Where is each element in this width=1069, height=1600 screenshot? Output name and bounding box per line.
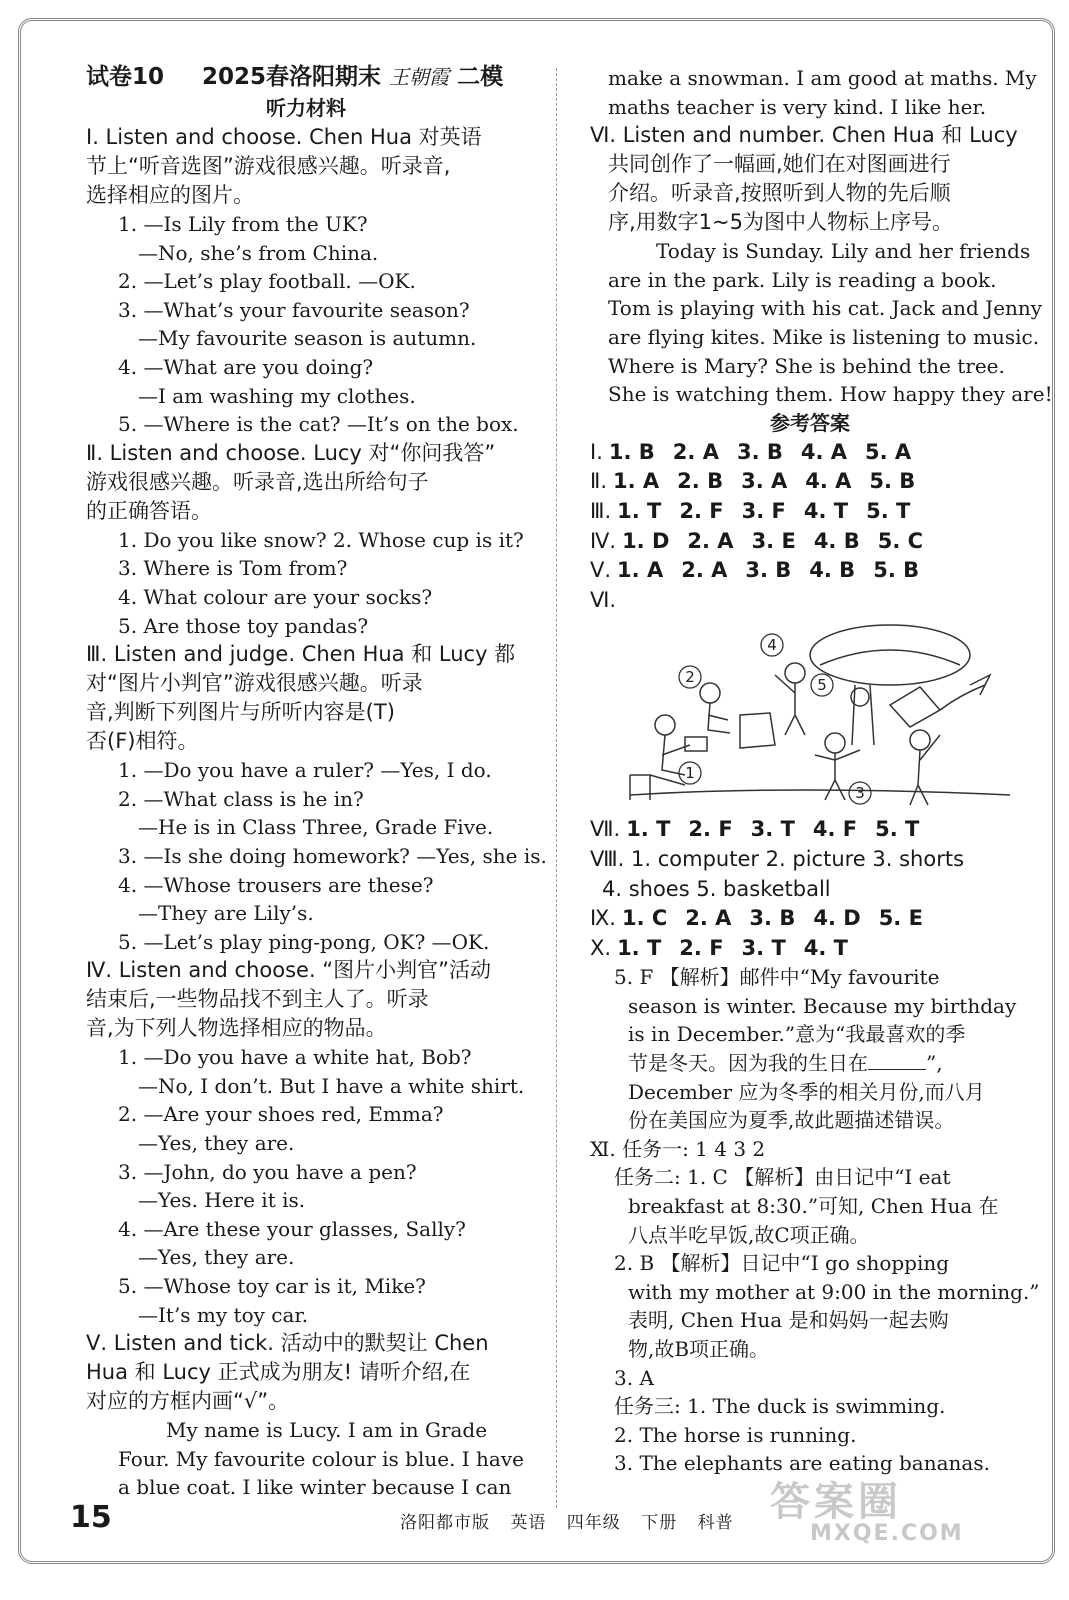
script-line: —My favourite season is autumn. [138, 326, 477, 351]
answer: 4. B [809, 558, 856, 583]
passage-line: Four. My favourite colour is blue. I have [118, 1446, 524, 1471]
section-heading: 否(F)相符。 [86, 729, 199, 754]
answer: 2. A [685, 906, 732, 931]
passage-line: a blue coat. I like winter because I can [118, 1475, 512, 1500]
row-label: Ⅳ. [590, 528, 617, 553]
section-heading: Ⅱ. Listen and choose. Lucy 对“你问我答” [86, 440, 496, 465]
script-line: 5. —Whose toy car is it, Mike? [118, 1274, 426, 1299]
script-line: 1. —Do you have a ruler? —Yes, I do. [118, 758, 492, 783]
answer: 1. B [608, 439, 655, 464]
answer: 1. T [626, 817, 671, 842]
answer: 3. A [741, 469, 788, 494]
answer-row-6: Ⅵ. [590, 587, 617, 612]
book [685, 737, 707, 751]
listening-material-title: 听力材料 [266, 96, 346, 120]
section-heading: Ⅴ. Listen and tick. 活动中的默契让 Chen [86, 1331, 489, 1356]
answer-row-4 [590, 527, 1030, 557]
picture-label-3: 3 [855, 784, 865, 803]
answer-row-7 [590, 815, 1030, 845]
script-line: 5. —Where is the cat? —It’s on the box. [118, 412, 519, 437]
answer: 5. A [865, 439, 912, 464]
explanation-line: with my mother at 9:00 in the morning.” [628, 1279, 1040, 1304]
answer: 5. B [873, 558, 920, 583]
answer: 1. A [617, 558, 664, 583]
script-line: 2. —Let’s play football. —OK. [118, 269, 416, 294]
script-line: —They are Lily’s. [138, 901, 314, 926]
picture-label-1: 1 [685, 764, 695, 783]
passage-line: make a snowman. I am good at maths. My [608, 66, 1037, 90]
picture-label-4: 4 [767, 636, 777, 655]
blank-line [868, 1051, 926, 1070]
script-line: —Yes, they are. [138, 1131, 295, 1156]
section-heading: 选择相应的图片。 [86, 183, 254, 207]
explanation-line: 八点半吃早饭,故C项正确。 [628, 1222, 870, 1247]
watermark-text: 答案圈 [770, 1479, 902, 1525]
answer: 3. B [736, 439, 783, 464]
script-line: 4. —What are you doing? [118, 354, 374, 379]
kite [890, 687, 940, 727]
answer-row-5 [590, 556, 1030, 586]
answer-row-11: Ⅺ. 任务一: 1 4 3 2 [590, 1136, 766, 1161]
cat-box [740, 713, 775, 748]
tree-crown [810, 625, 970, 685]
answer: 1. C [621, 906, 668, 931]
row-label: Ⅶ. [590, 817, 621, 842]
answer-row-1 [590, 438, 1030, 468]
section-heading: 对“图片小判官”游戏很感兴趣。听录 [86, 671, 423, 696]
explanation-line: 物,故B项正确。 [628, 1337, 770, 1361]
answer: 4. T [803, 935, 849, 960]
script-line: 4. What colour are your socks? [118, 584, 433, 609]
answer: 4. D [813, 906, 861, 931]
answer: 5. T [866, 498, 911, 523]
answer-key [590, 438, 1040, 1478]
explanation-line: 5. F 【解析】邮件中“My favourite [614, 965, 940, 990]
section-heading: 音,判断下列图片与所听内容是(T) [86, 700, 395, 725]
row-label: Ⅹ. [590, 935, 612, 960]
column-divider [556, 68, 557, 1508]
watermark-domain: MXQE.COM [810, 1521, 964, 1546]
row-label: Ⅸ. [590, 906, 616, 931]
answer-row-2 [590, 467, 1030, 497]
explanation-line: 3. A [614, 1365, 654, 1390]
passage-line: are in the park. Lily is reading a book. [608, 267, 997, 292]
answer: 4. A [805, 469, 852, 494]
answer: 1. A [613, 469, 660, 494]
section-heading: 序,用数字1~5为图中人物标上序号。 [608, 210, 953, 235]
editor-signature: 王朝霞 [389, 65, 450, 89]
park-picture [590, 615, 1030, 815]
page-number: 15 [70, 1500, 112, 1535]
section-1 [86, 123, 526, 439]
answer: 4. A [800, 439, 848, 464]
left-column [86, 60, 547, 1502]
answer-row-10 [590, 934, 1030, 964]
girl-flying-kite [910, 730, 930, 750]
row-label: Ⅰ. [590, 439, 603, 464]
script-line: 3. —Is she doing homework? —Yes, she is. [118, 843, 547, 868]
boy-with-cat [700, 683, 720, 703]
explanation-line: December 应为冬季的相关月份,而八月 [628, 1079, 985, 1104]
section-heading: Ⅲ. Listen and judge. Chen Hua 和 Lucy 都 [86, 642, 516, 667]
answers-title: 参考答案 [770, 410, 850, 435]
answer: 3. T [741, 935, 786, 960]
section-3 [86, 640, 547, 956]
passage-line: maths teacher is very kind. I like her. [608, 94, 987, 119]
row-label: Ⅴ. [590, 558, 612, 583]
section-heading: 对应的方框内画“√”。 [86, 1389, 290, 1414]
section-heading: 结束后,一些物品找不到主人了。听录 [86, 987, 429, 1012]
row-label: Ⅲ. [590, 498, 612, 523]
girl-reading [655, 715, 675, 735]
passage-line: She is watching them. How happy they are! [608, 382, 1053, 407]
row-label: Ⅱ. [590, 469, 608, 494]
section-2 [86, 439, 526, 640]
script-line: 4. —Whose trousers are these? [118, 872, 434, 897]
answer: 3. E [751, 528, 796, 553]
explanation-line: 2. B 【解析】日记中“I go shopping [614, 1251, 950, 1276]
section-heading: 游戏很感兴趣。听录音,选出所给句子 [86, 469, 429, 494]
answer: 2. A [681, 558, 728, 583]
answer: 2. A [672, 439, 719, 464]
section-heading: 介绍。听录音,按照听到人物的先后顺 [608, 181, 951, 206]
section-heading: 的正确答语。 [86, 498, 212, 523]
paper-number: 试卷10 [86, 64, 165, 90]
explanation-line: 任务二: 1. C 【解析】由日记中“I eat [614, 1165, 951, 1190]
boy-listening-music [785, 663, 805, 683]
explanation-text: 节是冬天。因为我的生日在 [628, 1051, 868, 1076]
section-heading: 节上“听音选图”游戏很感兴趣。听录音, [86, 154, 451, 178]
answer: 2. F [679, 935, 724, 960]
script-line: 4. —Are these your glasses, Sally? [118, 1216, 466, 1241]
script-line: 1. Do you like snow? 2. Whose cup is it? [118, 527, 524, 552]
section-heading: Ⅵ. Listen and number. Chen Hua 和 Lucy [590, 123, 1018, 148]
section-heading: Ⅳ. Listen and choose. “图片小判官”活动 [86, 958, 492, 983]
section-4 [86, 956, 526, 1329]
answer: 5. E [878, 906, 923, 931]
explanation-line: 任务三: 1. The duck is swimming. [614, 1394, 946, 1419]
answer: 3. B [749, 906, 796, 931]
script-line: —He is in Class Three, Grade Five. [138, 815, 494, 840]
park-illustration [590, 615, 1030, 815]
explanation-line: is in December.”意为“我最喜欢的季 [628, 1022, 966, 1047]
passage-line: are flying kites. Mike is listening to music. [608, 324, 1040, 349]
explanation-line: 2. The horse is running. [614, 1422, 857, 1447]
script-line: —No, I don’t. But I have a white shirt. [138, 1073, 525, 1098]
section-heading: 音,为下列人物选择相应的物品。 [86, 1016, 387, 1041]
script-line: —Yes. Here it is. [138, 1188, 306, 1213]
passage-line: Today is Sunday. Lily and her friends [656, 239, 1031, 264]
explanation-line: 3. The elephants are eating bananas. [614, 1451, 990, 1476]
explanation-text: ”, [926, 1051, 943, 1076]
script-line: —No, she’s from China. [138, 240, 379, 265]
answer: 1. D [622, 528, 670, 553]
script-line: 3. —John, do you have a pen? [118, 1159, 417, 1184]
answer: 5. T [875, 817, 920, 842]
script-line: 2. —What class is he in? [118, 786, 364, 811]
edition-info: 洛阳都市版 英语 四年级 下册 科普 [400, 1513, 734, 1533]
tree-trunk [852, 685, 874, 745]
explanation-line: breakfast at 8:30.”可知, Chen Hua 在 [628, 1194, 999, 1219]
explanation-line: 表明, Chen Hua 是和妈妈一起去购 [628, 1308, 949, 1333]
section-heading: Hua 和 Lucy 正式成为朋友! 请听介绍,在 [86, 1360, 471, 1385]
passage-line: My name is Lucy. I am in Grade [166, 1418, 488, 1443]
script-line: 2. —Are your shoes red, Emma? [118, 1102, 444, 1127]
section-heading: 共同创作了一幅画,她们在对图画进行 [608, 152, 951, 177]
answer: 4. T [803, 498, 849, 523]
script-line: 1. —Is Lily from the UK? [118, 212, 368, 236]
answer-row-9 [590, 904, 1030, 934]
answer: 2. B [677, 469, 724, 494]
script-line: 1. —Do you have a white hat, Bob? [118, 1045, 472, 1070]
answer-row-3 [590, 497, 1030, 527]
answer-row-8b: 4. shoes 5. basketball [602, 876, 831, 901]
answer: 3. F [741, 498, 786, 523]
answer: 1. T [617, 935, 662, 960]
script-line: —It’s my toy car. [138, 1302, 309, 1327]
paper-header [86, 60, 526, 94]
right-column [590, 64, 1053, 1478]
answer: 5. C [877, 528, 924, 553]
picture-label-2: 2 [685, 668, 695, 687]
section-6 [590, 121, 1053, 409]
boy-flying-kite [825, 733, 845, 753]
explanation-line: 份在美国应为夏季,故此题描述错误。 [628, 1108, 955, 1133]
answer: 3. B [745, 558, 792, 583]
answer: 5. B [869, 469, 916, 494]
paper-year: 2025春洛阳期末 [202, 64, 382, 90]
passage-line: Tom is playing with his cat. Jack and Jenny [608, 296, 1043, 321]
section-heading: Ⅰ. Listen and choose. Chen Hua 对英语 [86, 125, 482, 149]
section-5 [86, 1329, 526, 1502]
answer: 2. F [679, 498, 724, 523]
watermark [770, 1470, 1010, 1546]
answer: 4. B [813, 528, 860, 553]
explanation-line [590, 1049, 1030, 1078]
script-line: 3. —What’s your favourite season? [118, 297, 470, 322]
answer: 2. F [688, 817, 733, 842]
script-line: 3. Where is Tom from? [118, 556, 348, 581]
passage-line: Where is Mary? She is behind the tree. [608, 353, 1005, 378]
stool [630, 775, 650, 800]
script-line: 5. —Let’s play ping-pong, OK? —OK. [118, 929, 490, 954]
paper-mock: 二模 [457, 64, 504, 90]
answer: 4. F [812, 817, 858, 842]
answer: 1. T [617, 498, 662, 523]
explanation-line: season is winter. Because my birthday [628, 993, 1017, 1018]
script-line: —I am washing my clothes. [138, 383, 416, 408]
answer-row-8: Ⅷ. 1. computer 2. picture 3. shorts [590, 846, 965, 871]
answer: 2. A [687, 528, 734, 553]
answer: 3. T [750, 817, 795, 842]
script-line: —Yes, they are. [138, 1245, 295, 1270]
picture-label-5: 5 [817, 676, 827, 695]
script-line: 5. Are those toy pandas? [118, 613, 369, 638]
